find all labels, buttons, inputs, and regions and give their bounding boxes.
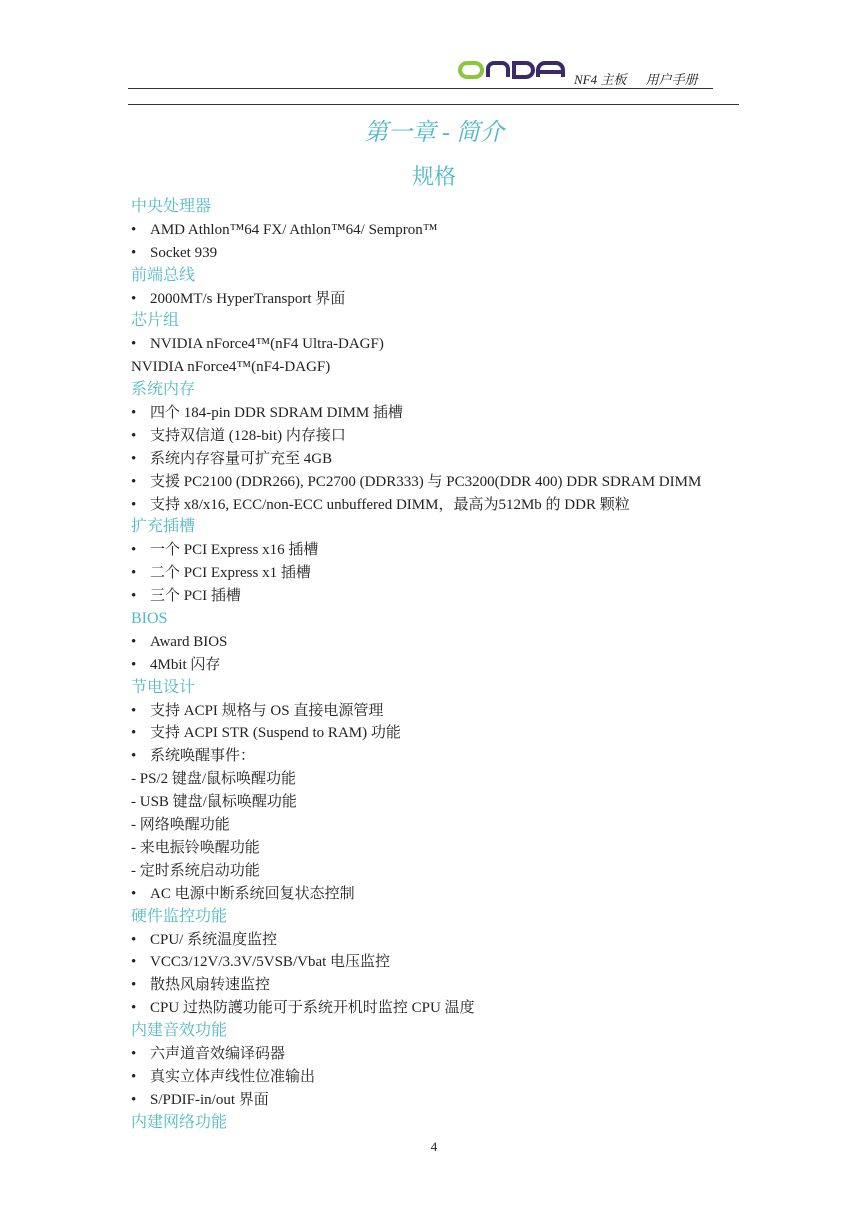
spec-bullet-text: 一个 PCI Express x16 插槽 (150, 542, 319, 559)
bullet-marker: • (131, 244, 137, 261)
spec-bullet-item (131, 425, 751, 448)
spec-bullet-text: 四个 184-pin DDR SDRAM DIMM 插槽 (150, 405, 403, 422)
spec-bullet-item (131, 951, 751, 974)
header-model: NF4 主板 (574, 72, 627, 87)
spec-bullet-text: 支持 ACPI 规格与 OS 直接电源管理 (150, 702, 384, 719)
spec-bullet-text: 系统唤醒事件： (150, 748, 256, 765)
bullet-marker: • (131, 954, 137, 971)
spec-bullet-item (131, 722, 751, 745)
header-rule-lower (128, 104, 739, 105)
spec-bullet-text: 支援 PC2100 (DDR266), PC2700 (DDR333) 与 PC3200(DDR 400) DDR SDRAM DIMM (150, 473, 702, 490)
spec-category-heading: 节电设计 (131, 678, 196, 696)
spec-bullet-item (131, 997, 751, 1020)
spec-plain-item: - 定时系统启动功能 (131, 862, 260, 879)
spec-category-heading: 中央处理器 (131, 198, 212, 215)
spec-bullet-item (131, 494, 751, 517)
bullet-marker: • (131, 290, 137, 307)
spec-bullet-item (131, 288, 751, 311)
spec-bullet-item (131, 333, 751, 356)
spec-category-heading: 前端总线 (131, 266, 196, 284)
bullet-marker: • (131, 221, 137, 238)
bullet-marker: • (131, 427, 137, 444)
spec-bullet-text: CPU/ 系统温度监控 (150, 931, 278, 948)
bullet-marker: • (131, 702, 137, 719)
spec-bullet-text: 支持 x8/x16, ECC/non-ECC unbuffered DIMM，最高为512Mb 的 DDR 颗粒 (150, 496, 630, 513)
spec-category-heading: 内建音效功能 (131, 1022, 228, 1040)
spec-bullet-item (131, 700, 751, 723)
bullet-marker: • (131, 1068, 137, 1085)
spec-bullet-text: 系统内存容量可扩充至 4GB (150, 450, 333, 467)
spec-bullet-text: AC 电源中断系统回复状态控制 (150, 885, 355, 902)
spec-category-heading: 内建网络功能 (131, 1113, 228, 1131)
header-rule (128, 88, 713, 89)
spec-bullet-item (131, 471, 751, 494)
spec-bullet-text: 散热风扇转速监控 (150, 977, 271, 994)
bullet-marker: • (131, 1091, 137, 1108)
header-manual: 用户手册 (645, 72, 698, 87)
bullet-marker: • (131, 633, 137, 650)
spec-bullet-item (131, 631, 751, 654)
bullet-marker: • (131, 1045, 137, 1062)
spec-plain-item: - 网络唤醒功能 (131, 817, 230, 834)
spec-bullet-item (131, 883, 751, 906)
spec-bullet-text: CPU 过热防護功能可于系统开机时监控 CPU 温度 (150, 1000, 475, 1017)
spec-category-heading: 硬件监控功能 (131, 907, 228, 925)
spec-bullet-text: 三个 PCI 插槽 (150, 588, 241, 605)
header-caption (574, 69, 714, 88)
bullet-marker: • (131, 977, 137, 994)
spec-bullet-item (131, 402, 751, 425)
section-title: 规格 (411, 164, 456, 189)
spec-bullet-text: Award BIOS (150, 633, 228, 650)
spec-category-heading: 扩充插槽 (131, 518, 196, 536)
spec-list (131, 196, 751, 1135)
bullet-marker: • (131, 496, 137, 513)
spec-bullet-text: Socket 939 (150, 244, 218, 261)
spec-bullet-item (131, 448, 751, 471)
spec-bullet-text: 4Mbit 闪存 (150, 656, 221, 673)
onda-logo (458, 60, 566, 82)
bullet-marker: • (131, 405, 137, 422)
spec-plain-item: - PS/2 键盘/鼠标唤醒功能 (131, 771, 297, 788)
spec-bullet-item (131, 219, 751, 242)
bullet-marker: • (131, 931, 137, 948)
spec-bullet-item (131, 1066, 751, 1089)
spec-bullet-item (131, 1089, 751, 1112)
spec-bullet-item (131, 654, 751, 677)
spec-category-heading: 芯片组 (131, 312, 180, 330)
chapter-title: 第一章 - 简介 (364, 120, 504, 146)
spec-bullet-item (131, 562, 751, 585)
spec-bullet-text: 真实立体声线性位准输出 (150, 1068, 316, 1085)
spec-bullet-text: 六声道音效编译码器 (150, 1045, 286, 1062)
spec-bullet-text: 支持双信道 (128-bit) 内存接口 (150, 427, 346, 444)
spec-bullet-item (131, 242, 751, 265)
bullet-marker: • (131, 1000, 137, 1017)
spec-bullet-text: 2000MT/s HyperTransport 界面 (150, 290, 346, 307)
spec-category-heading: BIOS (131, 610, 168, 628)
page-number: 4 (430, 1139, 438, 1154)
bullet-marker: • (131, 473, 137, 490)
page-header (0, 0, 868, 106)
spec-bullet-text: AMD Athlon™64 FX/ Athlon™64/ Sempron™ (150, 221, 438, 238)
spec-bullet-text: 支持 ACPI STR (Suspend to RAM) 功能 (150, 725, 401, 742)
bullet-marker: • (131, 588, 137, 605)
spec-bullet-item (131, 745, 751, 768)
bullet-marker: • (131, 748, 137, 765)
spec-bullet-item (131, 929, 751, 952)
bullet-marker: • (131, 336, 137, 353)
spec-bullet-text: S/PDIF-in/out 界面 (150, 1091, 269, 1108)
bullet-marker: • (131, 565, 137, 582)
bullet-marker: • (131, 656, 137, 673)
spec-bullet-text: VCC3/12V/3.3V/5VSB/Vbat 电压监控 (150, 954, 391, 971)
spec-bullet-text: 二个 PCI Express x1 插槽 (150, 565, 311, 582)
bullet-marker: • (131, 725, 137, 742)
spec-bullet-item (131, 1043, 751, 1066)
spec-category-heading: 系统内存 (131, 381, 196, 399)
spec-bullet-item (131, 539, 751, 562)
spec-bullet-item (131, 585, 751, 608)
spec-plain-item: - 来电振铃唤醒功能 (131, 839, 260, 856)
bullet-marker: • (131, 542, 137, 559)
spec-bullet-text: NVIDIA nForce4™(nF4 Ultra-DAGF) (150, 336, 384, 353)
spec-plain-item: NVIDIA nForce4™(nF4-DAGF) (131, 359, 331, 376)
spec-bullet-item (131, 974, 751, 997)
bullet-marker: • (131, 450, 137, 467)
spec-plain-item: - USB 键盘/鼠标唤醒功能 (131, 794, 297, 811)
bullet-marker: • (131, 885, 137, 902)
